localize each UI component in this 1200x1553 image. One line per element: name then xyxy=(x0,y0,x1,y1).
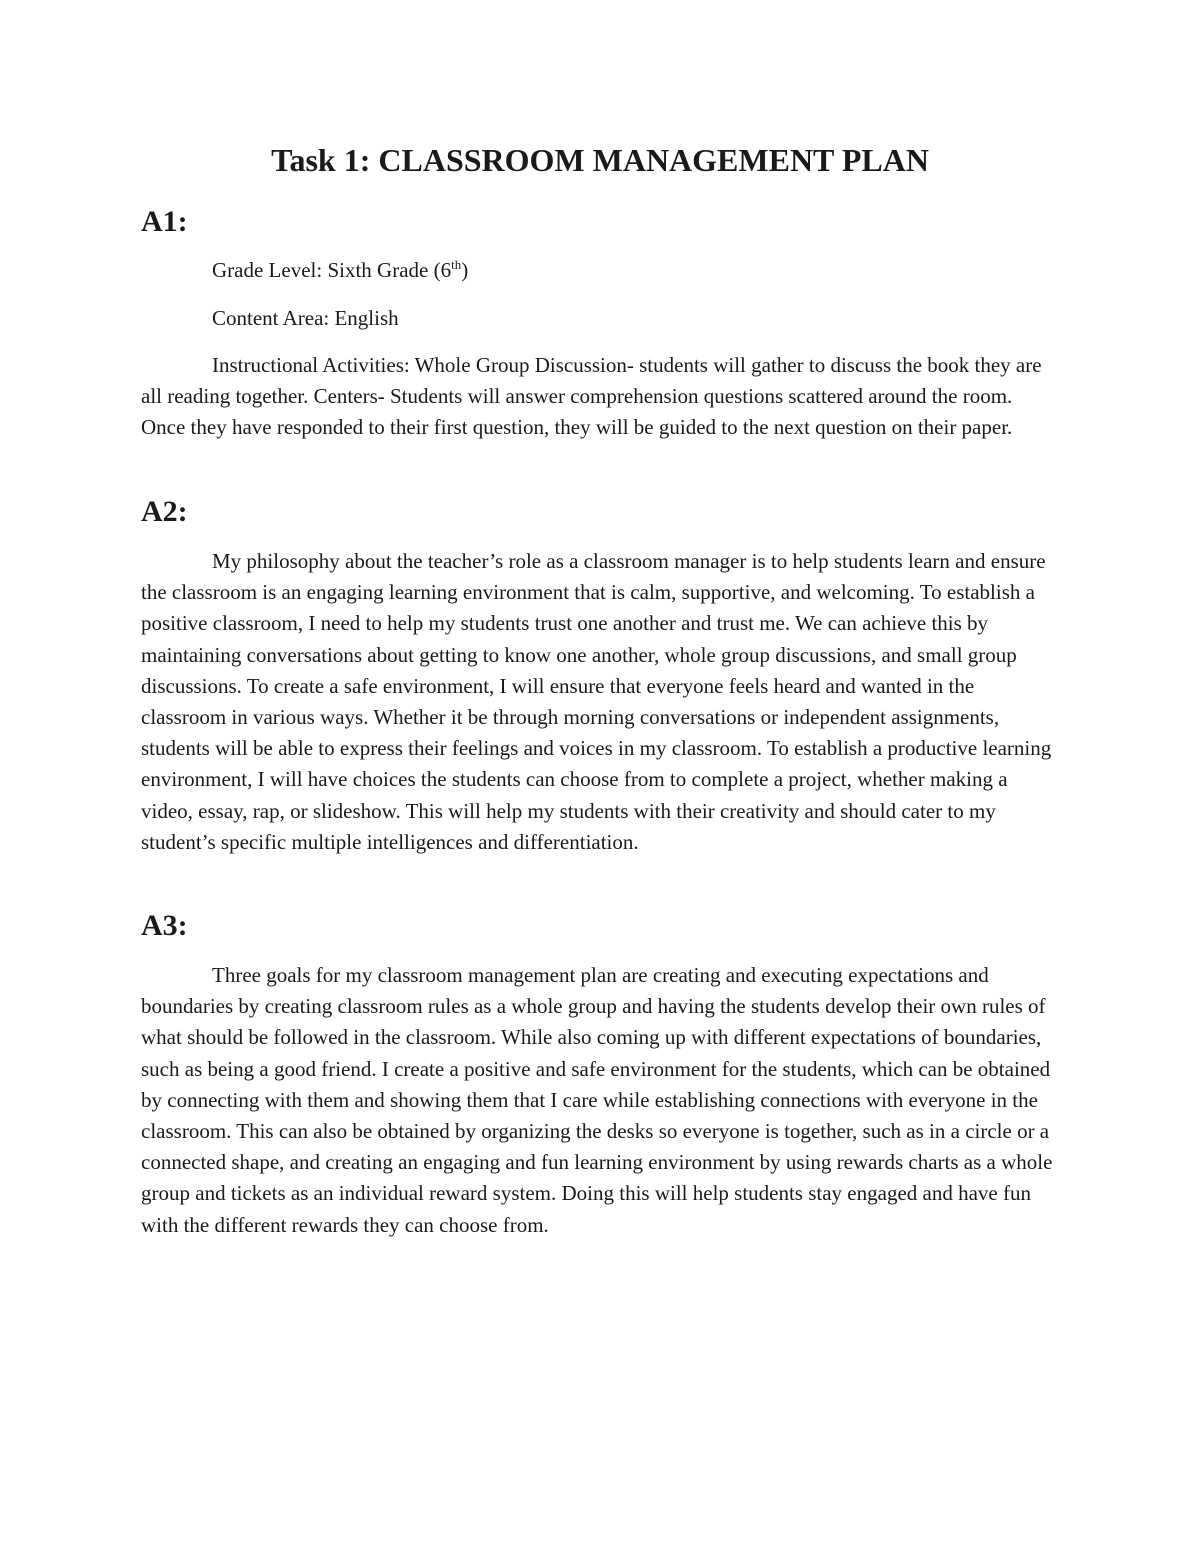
document-title: Task 1: CLASSROOM MANAGEMENT PLAN xyxy=(271,142,929,178)
grade-level-superscript: th xyxy=(451,257,462,272)
grade-level-line xyxy=(212,255,468,285)
grade-level-text: Grade Level: Sixth Grade (6 xyxy=(212,258,452,282)
section-a3-paragraph: Three goals for my classroom management plan are creating and executing expectations and boundaries by creating classroom rules as a whole group and having the students develop their own rules of what should be followed in the classroom. While also coming up with different expectations of boundaries, such as being a good friend. I create a positive and safe environment for the students, which can be obtained by connecting with them and showing them that I care while establishing connections with everyone in the classroom. This can also be obtained by organizing the desks so everyone is together, such as in a circle or a connected shape, and creating an engaging and fun learning environment by using rewards charts as a whole group and tickets as an individual reward system. Doing this will help students stay engaged and have fun with the different rewards they can choose from. xyxy=(141,963,1053,1237)
section-heading-a1: A1: xyxy=(141,205,188,238)
grade-level-suffix: ) xyxy=(461,258,469,282)
instructional-activities-paragraph: Instructional Activities: Whole Group Discussion- students will gather to discuss the book they are all reading together. Centers- Students will answer comprehension questions scattered around the room. Once they have responded to their first question, they will be guided to the next question on their paper. xyxy=(141,353,1042,440)
section-heading-a2: A2: xyxy=(141,495,188,528)
section-a2-paragraph: My philosophy about the teacher’s role as a classroom manager is to help students learn and ensure the classroom is an engaging learning environment that is calm, supportive, and welcoming. To establish a positive classroom, I need to help my students trust one another and trust me. We can achieve this by maintaining conversations about getting to know one another, whole group discussions, and small group discussions. To create a safe environment, I will ensure that everyone feels heard and wanted in the classroom in various ways. Whether it be through morning conversations or independent assignments, students will be able to express their feelings and voices in my classroom. To establish a productive learning environment, I will have choices the students can choose from to complete a project, whether making a video, essay, rap, or slideshow. This will help my students with their creativity and should cater to my student’s specific multiple intelligences and differentiation. xyxy=(141,549,1052,854)
content-area-line: Content Area: English xyxy=(212,306,399,330)
section-heading-a3: A3: xyxy=(141,909,188,942)
